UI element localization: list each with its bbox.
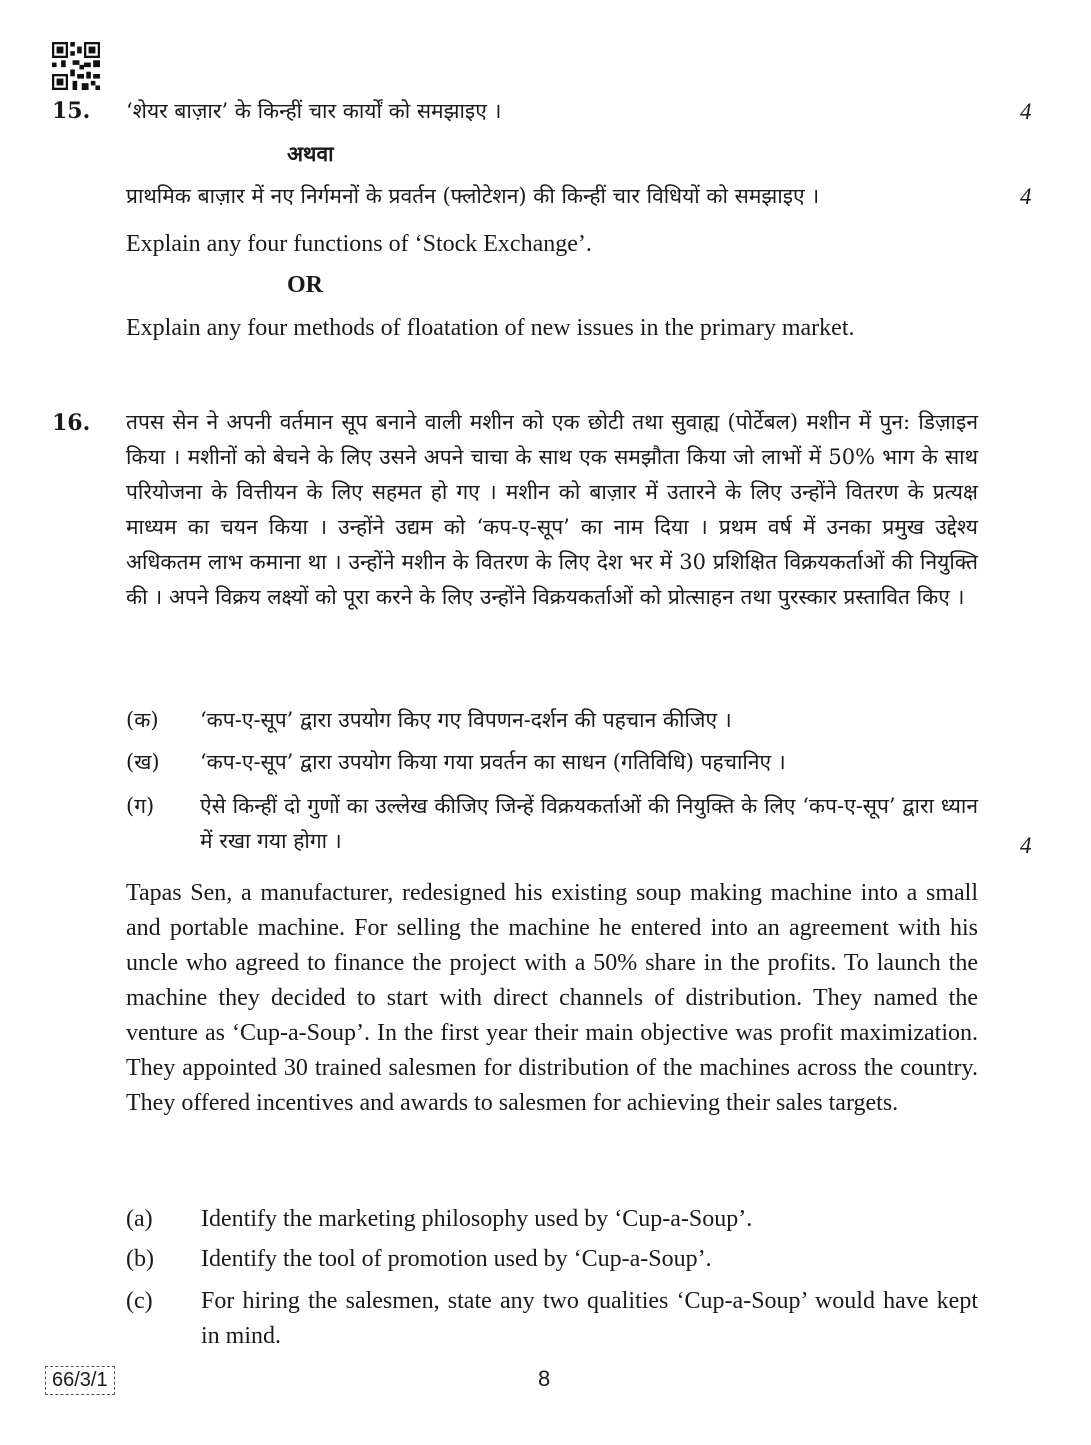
- paper-code: 66/3/1: [45, 1366, 115, 1395]
- part-label: (a): [126, 1206, 153, 1232]
- q16-hindi-part-c: [126, 789, 978, 859]
- part-text: Identify the tool of promotion used by ‘Cup-a-Soup’.: [201, 1246, 712, 1272]
- qr-code-icon: [52, 42, 100, 90]
- q16-hindi-part-b: [126, 745, 986, 780]
- q16-english-part-c: [126, 1284, 978, 1354]
- q16-marks: 4: [1020, 833, 1032, 858]
- part-text: ‘कप-ए-सूप’ द्वारा उपयोग किए गए विपणन-दर्शन की पहचान कीजिए ।: [200, 708, 732, 732]
- part-label: (ख): [126, 750, 160, 774]
- page-number: 8: [538, 1366, 551, 1391]
- q15-marks-1: 4: [1020, 99, 1032, 124]
- q15-english-question-1: Explain any four functions of ‘Stock Exchange’.: [126, 231, 592, 257]
- part-text: Identify the marketing philosophy used by ‘Cup-a-Soup’.: [201, 1206, 753, 1232]
- q15-english-question-2: Explain any four methods of floatation of new issues in the primary market.: [126, 315, 855, 341]
- q16-english-part-a: [126, 1202, 986, 1237]
- question-number-16: 16.: [52, 410, 91, 436]
- part-label: (c): [126, 1288, 153, 1314]
- q15-hindi-question-2: प्राथमिक बाज़ार में नए निर्गमनों के प्रवर्तन (फ्लोटेशन) की किन्हीं चार विधियों को समझाइए ।: [126, 184, 820, 208]
- part-text: For hiring the salesmen, state any two qualities ‘Cup-a-Soup’ would have kept in mind.: [201, 1288, 978, 1349]
- question-number-15: 15.: [52, 98, 91, 124]
- part-text: ‘कप-ए-सूप’ द्वारा उपयोग किया गया प्रवर्तन का साधन (गतिविधि) पहचानिए ।: [200, 750, 786, 774]
- part-text: ऐसे किन्हीं दो गुणों का उल्लेख कीजिए जिन्हें विक्रयकर्ताओं की नियुक्ति के लिए ‘कप-ए-सूप’ द्वारा ध्यान में रखा गया होगा ।: [200, 794, 978, 853]
- part-label: (b): [126, 1246, 154, 1272]
- q16-english-part-b: [126, 1242, 986, 1277]
- part-label: (ग): [126, 794, 155, 818]
- q15-hindi-question-1: ‘शेयर बाज़ार’ के किन्हीं चार कार्यों को समझाइए ।: [126, 99, 502, 123]
- q16-english-passage: Tapas Sen, a manufacturer, redesigned his existing soup making machine into a small and portable machine. For selling the machine he entered into an agreement with his uncle who agreed to finance the project with a 50% share in the profits. To launch the machine they decided to start with direct channels of distribution. They named the venture as ‘Cup-a-Soup’. In the first year their main objective was profit maximization. They appointed 30 trained salesmen for distribution of the machines across the country. They offered incentives and awards to salesmen for achieving their sales targets.: [126, 880, 978, 1116]
- q15-hindi-or: अथवा: [287, 141, 334, 166]
- q15-marks-2: 4: [1020, 184, 1032, 209]
- part-label: (क): [126, 708, 159, 732]
- q16-hindi-passage: तपस सेन ने अपनी वर्तमान सूप बनाने वाली मशीन को एक छोटी तथा सुवाह्य (पोर्टेबल) मशीन में पुन: डिज़ाइन किया । मशीनों को बेचने के लिए उसने अपने चाचा के साथ एक समझौता किया जो लाभों में 50% भाग के साथ परियोजना के वित्तीयन के लिए सहमत हो गए । मशीन को बाज़ार में उतारने के लिए उन्होंने वितरण के प्रत्यक्ष माध्यम का चयन किया । उन्होंने उद्यम को ‘कप-ए-सूप’ का नाम दिया । प्रथम वर्ष में उनका प्रमुख उद्देश्य अधिकतम लाभ कमाना था । उन्होंने मशीन के वितरण के लिए देश भर में 30 प्रशिक्षित विक्रयकर्ताओं की नियुक्ति की । अपने विक्रय लक्ष्यों को पूरा करने के लिए उन्होंने विक्रयकर्ताओं को प्रोत्साहन तथा पुरस्कार प्रस्तावित किए ।: [126, 410, 978, 609]
- q15-english-or: OR: [287, 272, 323, 298]
- q16-hindi-part-a: [126, 703, 986, 738]
